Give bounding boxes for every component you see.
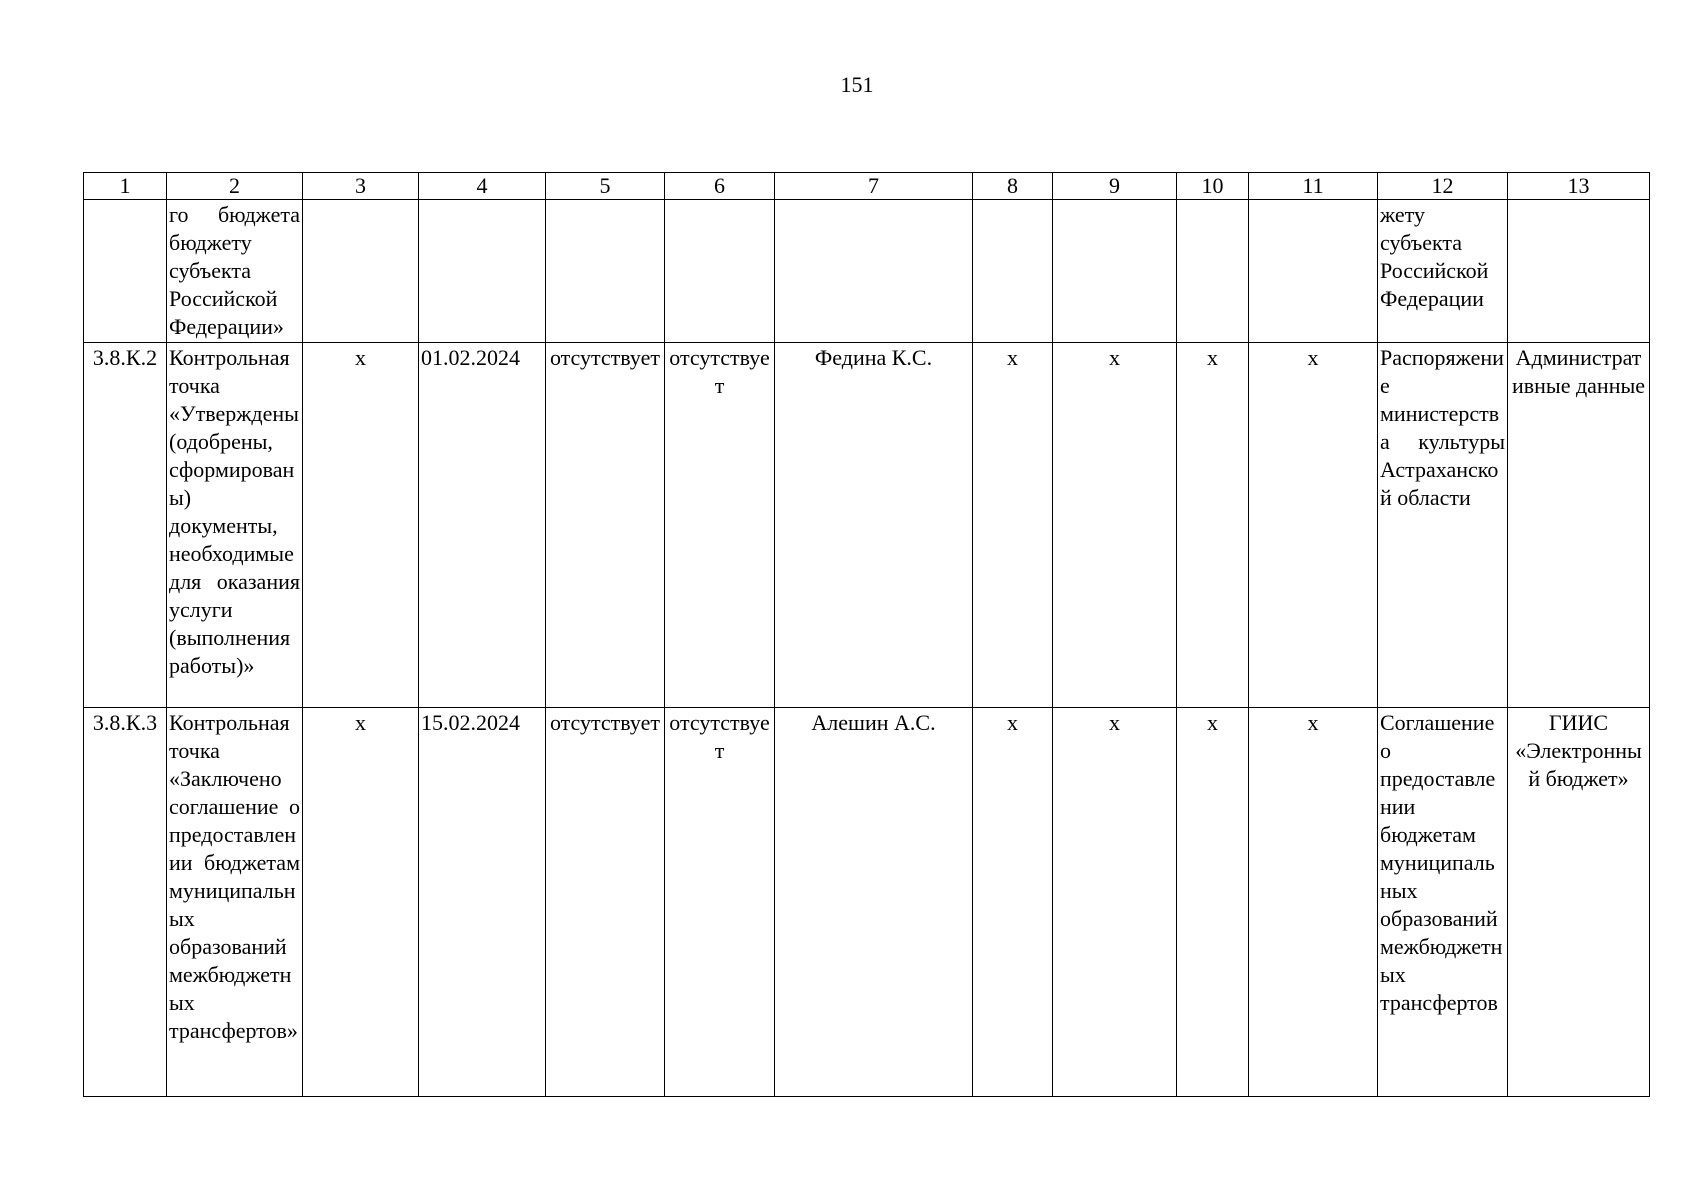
- cell-col10: x: [1177, 343, 1249, 708]
- cell-document: жету субъекта Российской Федерации: [1378, 200, 1508, 343]
- cell-source: [1508, 200, 1650, 343]
- column-header-4: 4: [419, 173, 546, 200]
- cell-source: Административные данные: [1508, 343, 1650, 708]
- cell-source: ГИИС «Электронный бюджет»: [1508, 708, 1650, 1097]
- cell-col6: отсутствует: [665, 708, 775, 1097]
- cell-col11: [1249, 200, 1378, 343]
- cell-col10: [1177, 200, 1249, 343]
- column-header-8: 8: [973, 173, 1053, 200]
- column-header-12: 12: [1378, 173, 1508, 200]
- cell-number: [84, 200, 167, 343]
- column-header-2: 2: [167, 173, 303, 200]
- cell-number: 3.8.К.2: [84, 343, 167, 708]
- cell-col11: x: [1249, 343, 1378, 708]
- table-row-3-8-k-3: [84, 708, 1650, 1097]
- cell-col8: [973, 200, 1053, 343]
- cell-document: Соглашение о предоставлении бюджетам муниципальных образований межбюджетных трансфертов: [1378, 708, 1508, 1097]
- column-header-13: 13: [1508, 173, 1650, 200]
- column-header-5: 5: [546, 173, 665, 200]
- column-header-9: 9: [1053, 173, 1177, 200]
- cell-col8: x: [973, 708, 1053, 1097]
- table-row-continuation: [84, 200, 1650, 343]
- column-header-11: 11: [1249, 173, 1378, 200]
- cell-col6: отсутствует: [665, 343, 775, 708]
- cell-document: Распоряжение министерства культуры Астраханской области: [1378, 343, 1508, 708]
- cell-date: [419, 200, 546, 343]
- cell-number: 3.8.К.3: [84, 708, 167, 1097]
- cell-col3: [303, 200, 419, 343]
- column-header-6: 6: [665, 173, 775, 200]
- cell-col9: [1053, 200, 1177, 343]
- cell-col9: x: [1053, 343, 1177, 708]
- cell-name: го бюджета бюджету субъекта Российской Федерации»: [167, 200, 303, 343]
- cell-col5: отсутствует: [546, 343, 665, 708]
- column-header-1: 1: [84, 173, 167, 200]
- column-header-3: 3: [303, 173, 419, 200]
- cell-col3: x: [303, 343, 419, 708]
- cell-date: 01.02.2024: [419, 343, 546, 708]
- cell-date: 15.02.2024: [419, 708, 546, 1097]
- cell-col3: x: [303, 708, 419, 1097]
- column-header-10: 10: [1177, 173, 1249, 200]
- table-row-3-8-k-2: [84, 343, 1650, 708]
- cell-responsible: Алешин А.С.: [775, 708, 973, 1097]
- cell-col11: x: [1249, 708, 1378, 1097]
- page-number: 151: [840, 72, 874, 97]
- cell-col5: [546, 200, 665, 343]
- cell-name: Контрольная точка «Утверждены (одобрены, сформированы) документы, необходимые для оказания услуги (выполнения работы)»: [167, 343, 303, 708]
- data-table: [83, 172, 1650, 1097]
- cell-name: Контрольная точка «Заключено соглашение о предоставлении бюджетам муниципальных образований межбюджетных трансфертов»: [167, 708, 303, 1097]
- header-row: [84, 173, 1650, 200]
- cell-responsible: Федина К.С.: [775, 343, 973, 708]
- cell-col10: x: [1177, 708, 1249, 1097]
- cell-responsible: [775, 200, 973, 343]
- cell-col8: x: [973, 343, 1053, 708]
- cell-col6: [665, 200, 775, 343]
- column-header-7: 7: [775, 173, 973, 200]
- cell-col5: отсутствует: [546, 708, 665, 1097]
- cell-col9: x: [1053, 708, 1177, 1097]
